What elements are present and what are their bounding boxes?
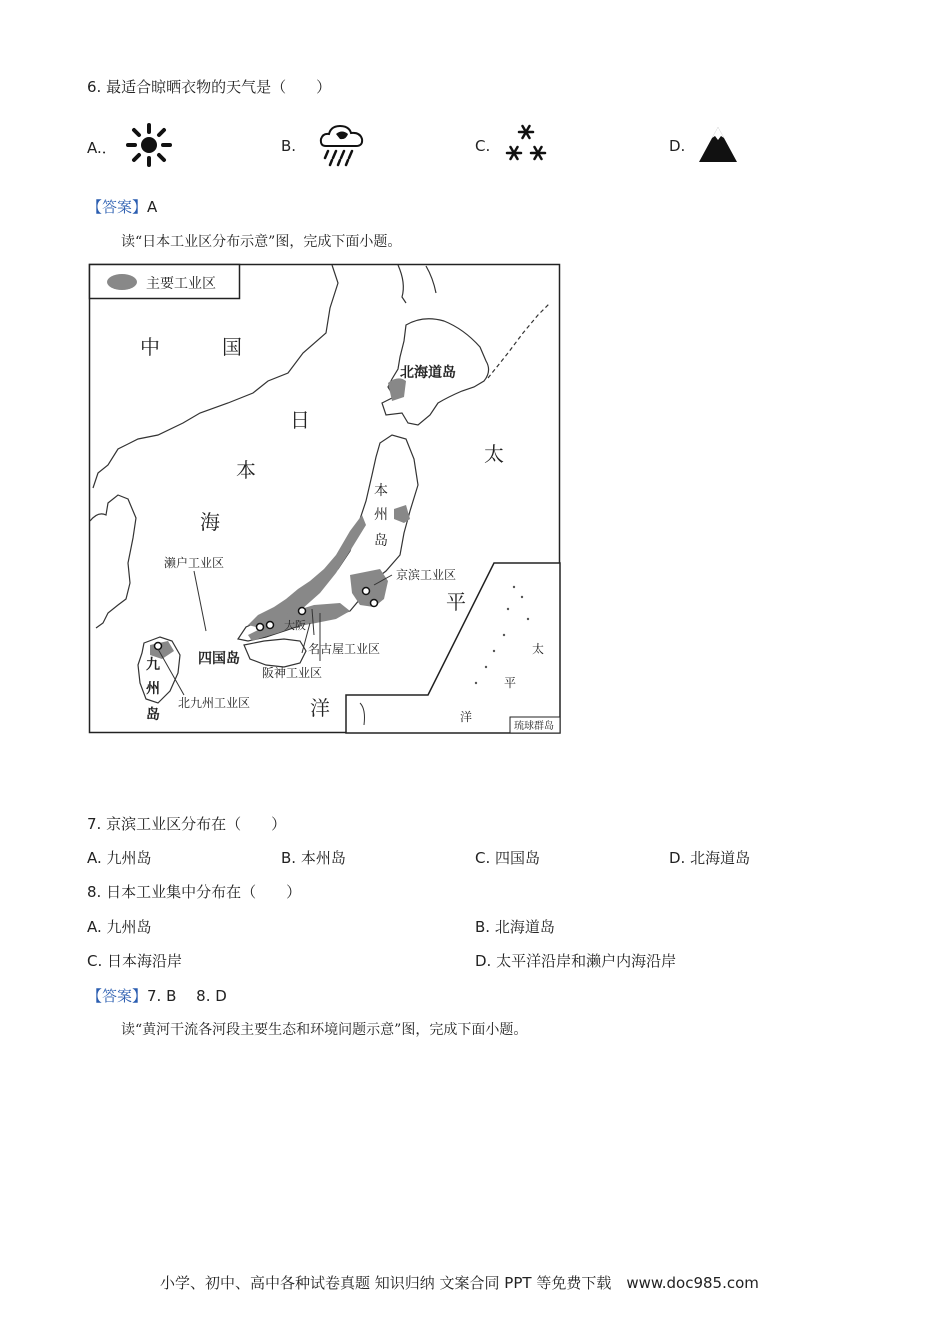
sunny-icon (124, 122, 174, 168)
q7-option-c: C. 四国岛 (475, 849, 541, 867)
map-label-china-1: 中 (140, 335, 160, 359)
snow-icon (503, 122, 549, 166)
q7-option-d: D. 北海道岛 (669, 849, 751, 867)
q6-stem: 6. 最适合晾晒衣物的天气是（ ） (87, 78, 332, 96)
map-label-pacific-1: 太 (484, 442, 504, 466)
q78-answer (87, 985, 227, 1006)
map-label-setouchi: 濑户工业区 (164, 556, 225, 570)
map-label-keihin: 京滨工业区 (396, 568, 457, 582)
map-label-china-2: 国 (222, 335, 242, 359)
map-label-hokkaido: 北海道岛 (400, 365, 456, 381)
map-label-inset-2: 平 (504, 676, 517, 690)
map-label-hanshin: 阪神工业区 (262, 666, 323, 680)
mountain-icon (697, 124, 739, 164)
q6-option-b-letter: B. (281, 137, 297, 155)
map-label-sea-3: 海 (200, 510, 220, 534)
q6-option-a-letter: A.． (87, 139, 117, 157)
q8-option-a: A. 九州岛 (87, 918, 152, 936)
footer-text: 小学、初中、高中各种试卷真题 知识归纳 文案合同 PPT 等免费下载 www.doc985.com (160, 1274, 759, 1292)
q7-stem: 7. 京滨工业区分布在（ ） (87, 815, 287, 833)
map-label-honshu-3: 岛 (374, 533, 388, 549)
q8-option-b: B. 北海道岛 (475, 918, 555, 936)
q8-stem: 8. 日本工业集中分布在（ ） (87, 883, 302, 901)
answer-value: A (147, 198, 158, 216)
q6-option-d-letter: D. (669, 137, 686, 155)
q7-option-a: A. 九州岛 (87, 849, 152, 867)
answer-tag: 【答案】 (87, 987, 148, 1005)
map-label-sea-1: 日 (290, 408, 310, 432)
map-label-kyushu-1: 九 (146, 657, 160, 673)
map-label-sea-2: 本 (236, 458, 256, 482)
map-label-honshu-1: 本 (374, 483, 388, 499)
q7-option-b: B. 本州岛 (281, 849, 346, 867)
q6-answer (87, 196, 157, 217)
map-label-pacific-2: 平 (446, 590, 466, 614)
map-label-honshu-2: 州 (374, 507, 388, 523)
q6-option-c-letter: C. (475, 137, 491, 155)
map-label-inset-1: 太 (532, 642, 545, 656)
map-label-kitakyushu: 北九州工业区 (178, 696, 251, 710)
next-intro: 读“黄河干流各河段主要生态和环境问题示意”图，完成下面小题。 (121, 1022, 528, 1038)
map-intro: 读“日本工业区分布示意”图，完成下面小题。 (121, 234, 402, 250)
japan-industrial-map (88, 263, 562, 735)
map-label-inset-caption: 琉球群岛 (514, 721, 554, 732)
answer-value: 7. B 8. D (147, 987, 227, 1005)
q8-option-c: C. 日本海沿岸 (87, 952, 183, 970)
map-label-kyushu-3: 岛 (146, 707, 160, 723)
map-label-inset-3: 洋 (460, 710, 473, 724)
map-legend (90, 265, 240, 299)
map-label-osaka: 大阪 (284, 619, 306, 632)
map-label-nagoya: 名古屋工业区 (308, 642, 381, 656)
map-label-shikoku: 四国岛 (198, 651, 240, 667)
legend-label: 主要工业区 (146, 276, 216, 292)
rain-icon (318, 122, 366, 168)
q8-option-d: D. 太平洋沿岸和濑户内海沿岸 (475, 952, 677, 970)
map-label-kyushu-2: 州 (146, 681, 160, 697)
map-label-pacific-3: 洋 (310, 696, 330, 720)
answer-tag: 【答案】 (87, 198, 148, 216)
